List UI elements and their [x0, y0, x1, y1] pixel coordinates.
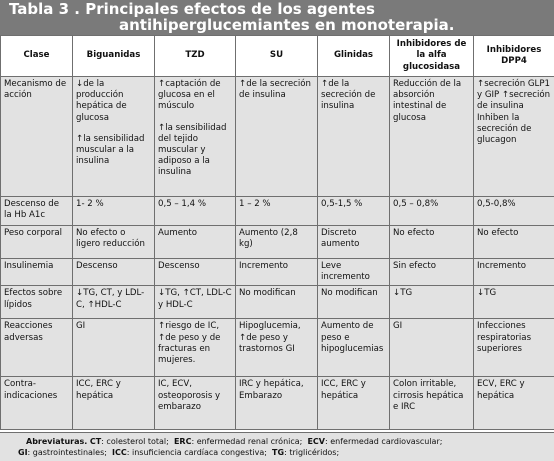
table-cell: [318, 377, 390, 430]
abbr-meaning: : insuficiencia cardíaca congestiva;: [127, 448, 270, 457]
abbr-key: GI: [18, 448, 28, 457]
table-cell: [155, 259, 236, 286]
cell-text: IC, ECV, osteoporosis y embarazo: [158, 379, 220, 411]
cell-text: ↑de la secreción de insulina: [321, 79, 375, 111]
table-row: [1, 377, 554, 430]
cell-text: ↓de la producción hepática de glucosa: [76, 79, 127, 123]
abbr-label: Abreviaturas.: [26, 437, 87, 446]
row-label: Peso corporal: [1, 226, 73, 259]
column-header: Inhibidores DPP4: [474, 36, 554, 77]
row-label: Contra-indicaciones: [1, 377, 73, 430]
cell-text: 0,5 – 0,8%: [393, 199, 438, 209]
abbr-meaning: : enfermedad cardiovascular;: [325, 437, 442, 446]
table-row: [1, 259, 554, 286]
cell-text: 0,5-0,8%: [477, 199, 516, 209]
cell-text: 0,5-1,5 %: [321, 199, 362, 209]
cell-text: Hipoglucemia, ↑de peso y trastornos GI: [239, 321, 301, 353]
table-cell: [390, 377, 474, 430]
cell-text: Incremento: [477, 261, 526, 271]
column-header: Clase: [1, 36, 73, 77]
table-row: [1, 319, 554, 377]
table-row: [1, 77, 554, 197]
row-label: Mecanismo de acción: [1, 77, 73, 197]
row-label: Insulinemia: [1, 259, 73, 286]
cell-text: Sin efecto: [393, 261, 436, 271]
table-cell: [390, 319, 474, 377]
cell-text: Descenso: [158, 261, 200, 271]
cell-text: Infecciones respiratorias superiores: [477, 321, 531, 353]
table-cell: [390, 197, 474, 226]
cell-text: Colon irritable, cirrosis hepática e IRC: [393, 379, 463, 411]
cell-text: ↑secreción GLP1 y GIP ↑secreción de insulina Inhiben la secreción de glucagon: [477, 79, 550, 145]
cell-text: Aumento de peso e hipoglucemias: [321, 321, 383, 353]
cell-text: No efecto: [393, 228, 434, 238]
cell-text: 1- 2 %: [76, 199, 104, 209]
table-cell: [318, 259, 390, 286]
cell-text: ICC, ERC y hepática: [321, 379, 366, 400]
cell-text: ↑riesgo de IC, ↑de peso y de fracturas en mujeres.: [158, 321, 220, 365]
table-cell: [73, 197, 155, 226]
table-cell: [474, 226, 554, 259]
abbr-meaning: : gastrointestinales;: [28, 448, 110, 457]
table-cell: [155, 197, 236, 226]
table-cell: [73, 226, 155, 259]
table-cell: [474, 377, 554, 430]
footer-line-2: [18, 447, 339, 458]
column-header: Biguanidas: [73, 36, 155, 77]
cell-text: ECV, ERC y hepática: [477, 379, 525, 400]
column-header: Inhibidores de la alfa glucosidasa: [390, 36, 474, 77]
table-cell: [318, 226, 390, 259]
abbr-key: CT: [90, 437, 101, 446]
row-label: Reacciones adversas: [1, 319, 73, 377]
cell-text: GI: [393, 321, 402, 331]
table-row: [1, 197, 554, 226]
footer-line-1: [26, 436, 442, 447]
table-cell: [73, 377, 155, 430]
cell-text: Leve incremento: [321, 261, 370, 282]
cell-text: 1 – 2 %: [239, 199, 271, 209]
abbreviations-footer: [0, 432, 554, 461]
table-cell: [236, 226, 318, 259]
cell-text: ↑la sensibilidad muscular a la insulina: [76, 134, 144, 166]
table-cell: [474, 286, 554, 319]
table-cell: [155, 377, 236, 430]
abbr-key: ERC: [174, 437, 192, 446]
cell-text: ↑la sensibilidad del tejido muscular y adiposo a la insulina: [158, 123, 226, 178]
cell-text: ↓TG, ↑CT, LDL-C y HDL-C: [158, 288, 232, 309]
cell-text: Descenso: [76, 261, 118, 271]
table-cell: [155, 319, 236, 377]
cell-text: Reducción de la absorción intestinal de glucosa: [393, 79, 461, 123]
table-cell: [390, 286, 474, 319]
row-label: Efectos sobre lípidos: [1, 286, 73, 319]
cell-text: No efecto: [477, 228, 518, 238]
cell-text: No modifican: [321, 288, 378, 298]
cell-text: Aumento (2,8 kg): [239, 228, 298, 249]
table-cell: [155, 77, 236, 197]
cell-text: Discreto aumento: [321, 228, 359, 249]
abbr-key: TG: [272, 448, 284, 457]
table-cell: [236, 197, 318, 226]
table-cell: [318, 286, 390, 319]
table-cell: [73, 286, 155, 319]
table-cell: [155, 226, 236, 259]
column-header: Glinidas: [318, 36, 390, 77]
table-cell: [73, 77, 155, 197]
drug-effects-table: [0, 35, 554, 430]
table-cell: [236, 77, 318, 197]
table-cell: [318, 319, 390, 377]
table-cell: [236, 377, 318, 430]
table-cell: [390, 77, 474, 197]
cell-text: Aumento: [158, 228, 197, 238]
table-body: [1, 77, 554, 430]
abbr-meaning: : enfermedad renal crónica;: [191, 437, 304, 446]
cell-text: GI: [76, 321, 85, 331]
table-cell: [474, 259, 554, 286]
table-cell: [236, 286, 318, 319]
row-label: Descenso de la Hb A1c: [1, 197, 73, 226]
table-cell: [390, 259, 474, 286]
header-row: [1, 36, 554, 77]
abbr-meaning: : triglicéridos;: [284, 448, 339, 457]
cell-text: ↓TG: [393, 288, 412, 298]
table-title: [0, 0, 554, 35]
table-cell: [155, 286, 236, 319]
cell-text: ↑captación de glucosa en el músculo: [158, 79, 221, 111]
abbr-meaning: : colesterol total;: [101, 437, 171, 446]
title-line-1: Tabla 3 . Principales efectos de los agentes: [9, 1, 375, 18]
table-cell: [390, 226, 474, 259]
abbr-key: ICC: [112, 448, 127, 457]
cell-text: ↑de la secreción de insulina: [239, 79, 311, 100]
abbr-key: ECV: [307, 437, 325, 446]
column-header: TZD: [155, 36, 236, 77]
column-header: SU: [236, 36, 318, 77]
table-cell: [474, 319, 554, 377]
cell-text: IRC y hepática, Embarazo: [239, 379, 304, 400]
cell-text: Incremento: [239, 261, 288, 271]
table-cell: [73, 319, 155, 377]
cell-text: ↓TG: [477, 288, 496, 298]
table-cell: [474, 197, 554, 226]
table-row: [1, 286, 554, 319]
cell-text: No efecto o ligero reducción: [76, 228, 145, 249]
table-cell: [236, 259, 318, 286]
table-cell: [236, 319, 318, 377]
cell-text: No modifican: [239, 288, 296, 298]
table-cell: [73, 259, 155, 286]
cell-text: ICC, ERC y hepática: [76, 379, 121, 400]
table-cell: [318, 197, 390, 226]
table-cell: [318, 77, 390, 197]
title-line-2: antihiperglucemiantes en monoterapia.: [119, 17, 455, 34]
cell-text: 0,5 – 1,4 %: [158, 199, 206, 209]
cell-text: ↓TG, CT, y LDL-C, ↑HDL-C: [76, 288, 144, 309]
table-row: [1, 226, 554, 259]
table-cell: [474, 77, 554, 197]
